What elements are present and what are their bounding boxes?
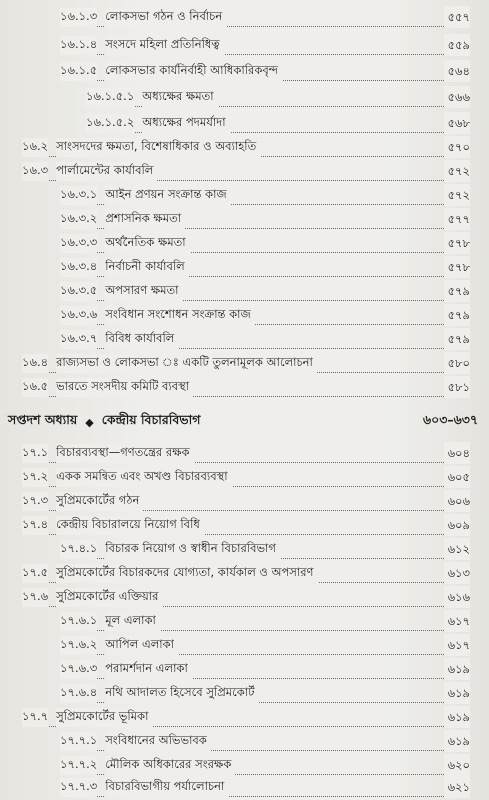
entry-title: বিচারক নিয়োগ ও স্বাধীন বিচারবিভাগ <box>105 540 280 559</box>
entry-title: সংবিধান সংশোধন সংক্রান্ত কাজ <box>105 306 255 325</box>
entry-title: পরামর্শদান এলাকা <box>105 660 192 679</box>
toc-entry <box>86 86 470 108</box>
entry-number: ১৭.১ <box>22 444 48 463</box>
entry-number: ১৬.১.৫.১ <box>86 88 134 107</box>
entry-title: ভারতে সংসদীয় কমিটি ব্যবস্থা <box>56 378 193 397</box>
entry-title: নথি আদালত হিসেবে সুপ্রিমকোর্ট <box>105 684 258 703</box>
toc-entry <box>22 136 470 158</box>
entry-page: ৬১৬ <box>444 586 470 608</box>
toc-entry <box>60 658 470 680</box>
entry-number: ১৭.৭ <box>22 708 48 727</box>
entry-title: সুপ্রিমকোর্টের এক্তিয়ার <box>56 588 162 607</box>
entry-number: ১৭.৬.৩ <box>60 660 97 679</box>
entry-title: বিচারব্যবস্থা—গণতন্ত্রের রক্ষক <box>56 444 194 463</box>
entry-title: সুপ্রিমকোর্টের ভূমিকা <box>56 708 152 727</box>
entry-page: ৫৮১ <box>444 376 470 398</box>
toc-entry <box>60 776 470 798</box>
entry-title: অধ্যক্ষের ক্ষমতা <box>142 88 217 107</box>
entry-title: সাংসদদের ক্ষমতা, বিশেষাধিকার ও অব্যাহতি <box>56 138 260 157</box>
toc-entry <box>60 538 470 560</box>
entry-title: অপসারণ ক্ষমতা <box>105 282 182 301</box>
entry-number: ১৬.৩.২ <box>60 210 97 229</box>
entry-number: ১৭.৬.২ <box>60 636 97 655</box>
entry-number: ১৬.৫ <box>22 378 48 397</box>
toc-entry <box>22 586 470 608</box>
toc-entry <box>60 754 470 776</box>
toc-entry <box>22 442 470 464</box>
entry-number: ১৬.২ <box>22 138 48 157</box>
toc-entry <box>60 232 470 254</box>
entry-number: ১৬.১.৫ <box>60 62 97 81</box>
toc-entry <box>22 376 470 398</box>
entry-page: ৬১৭ <box>444 610 470 632</box>
entry-title: নির্বাচনী কার্যাবলি <box>105 258 189 277</box>
entry-number: ১৭.৪ <box>22 516 48 535</box>
entry-page: ৫৫৭ <box>444 6 470 28</box>
entry-title: মূল এলাকা <box>105 612 160 631</box>
entry-title: মৌলিক অধিকারের সংরক্ষক <box>105 756 235 775</box>
entry-title: কেন্দ্রীয় বিচারালয়ে নিয়োগ বিধি <box>56 516 204 535</box>
entry-page: ৫৭৮ <box>444 232 470 254</box>
entry-page: ৫৭২ <box>444 184 470 206</box>
toc-entry <box>22 466 470 488</box>
entry-page: ৫৬৪ <box>444 60 470 82</box>
entry-page: ৫৭০ <box>444 136 470 158</box>
toc-entry <box>86 112 470 134</box>
entry-number: ১৭.৭.২ <box>60 756 97 775</box>
entry-page: ৫৬৬ <box>444 86 470 108</box>
toc-entry <box>60 6 470 28</box>
entry-number: ১৭.৪.১ <box>60 540 97 559</box>
entry-number: ১৭.৭.৩ <box>60 778 97 797</box>
chapter-title: কেন্দ্রীয় বিচারবিভাগ <box>101 412 201 427</box>
entry-number: ১৭.৩ <box>22 492 48 511</box>
toc-entry <box>22 490 470 512</box>
toc-entry <box>22 160 470 182</box>
entry-page: ৫৭২ <box>444 160 470 182</box>
entry-title: রাজ্যসভা ও লোকসভা ঃ একটি তুলনামূলক আলোচনা <box>56 354 317 373</box>
entry-number: ১৬.১.৩ <box>60 8 97 27</box>
toc-entry <box>60 304 470 326</box>
entry-title: প্রশাসনিক ক্ষমতা <box>105 210 185 229</box>
entry-title: বিবিধ কার্যাবলি <box>105 330 178 349</box>
entry-page: ৬১২ <box>444 538 470 560</box>
entry-title: সুপ্রিমকোর্টের বিচারকদের যোগ্যতা, কার্যকাল ও অপসারণ <box>56 564 317 583</box>
entry-page: ৬১৯ <box>444 682 470 704</box>
entry-page: ৫৭৭ <box>444 208 470 230</box>
entry-title: সংসদে মহিলা প্রতিনিধিত্ব <box>105 36 223 55</box>
toc-entry <box>22 514 470 536</box>
toc-entry <box>60 256 470 278</box>
entry-number: ১৬.৪ <box>22 354 48 373</box>
entry-number: ১৭.২ <box>22 468 48 487</box>
entry-number: ১৭.৬.৪ <box>60 684 97 703</box>
entry-page: ৬২০ <box>444 754 470 776</box>
entry-page: ৬১৩ <box>444 562 470 584</box>
entry-title: অর্থনৈতিক ক্ষমতা <box>105 234 189 253</box>
toc-entry <box>60 328 470 350</box>
entry-page: ৬১৯ <box>444 658 470 680</box>
diamond-icon: ◆ <box>85 415 94 429</box>
entry-page: ৬০৪ <box>444 442 470 464</box>
toc-entry <box>60 184 470 206</box>
toc-entry <box>60 280 470 302</box>
entry-page: ৬০৬ <box>444 490 470 512</box>
toc-entry <box>60 610 470 632</box>
entry-number: ১৬.৩.৫ <box>60 282 97 301</box>
entry-number: ১৬.৩ <box>22 162 48 181</box>
entry-title: আইন প্রণয়ন সংক্রান্ত কাজ <box>105 186 231 205</box>
toc-entry <box>60 60 470 82</box>
chapter-page-range: ৬০৩–৬৩৭ <box>422 412 478 427</box>
entry-title: আপিল এলাকা <box>105 636 178 655</box>
entry-page: ৫৮০ <box>444 352 470 374</box>
entry-title: পার্লামেন্টের কার্যাবলি <box>56 162 157 181</box>
toc-entry <box>60 730 470 752</box>
entry-page: ৫৭৮ <box>444 256 470 278</box>
entry-number: ১৭.৫ <box>22 564 48 583</box>
toc-entry <box>22 352 470 374</box>
entry-title: অধ্যক্ষের পদমর্যাদা <box>142 114 229 133</box>
entry-number: ১৬.৩.১ <box>60 186 97 205</box>
entry-page: ৬১৭ <box>444 634 470 656</box>
toc-entry <box>60 682 470 704</box>
entry-title: বিচারবিভাগীয় পর্যালোচনা <box>105 778 228 797</box>
toc-entry <box>60 208 470 230</box>
entry-page: ৬২১ <box>444 776 470 798</box>
entry-page: ৫৬৮ <box>444 112 470 134</box>
entry-number: ১৭.৬.১ <box>60 612 97 631</box>
entry-page: ৫৭৯ <box>444 304 470 326</box>
toc-entry <box>22 562 470 584</box>
entry-page: ৬১৯ <box>444 730 470 752</box>
entry-number: ১৬.৩.৩ <box>60 234 97 253</box>
entry-page: ৫৫৯ <box>444 34 470 56</box>
entry-page: ৫৭৯ <box>444 280 470 302</box>
entry-number: ১৬.৩.৭ <box>60 330 97 349</box>
entry-title: সুপ্রিমকোর্টের গঠন <box>56 492 143 511</box>
entry-number: ১৬.৩.৬ <box>60 306 97 325</box>
entry-title: লোকসভার কার্যনির্বাহী আধিকারিকবৃন্দ <box>105 62 282 81</box>
entry-page: ৬০৯ <box>444 514 470 536</box>
chapter-heading <box>8 410 478 434</box>
entry-page: ৫৭৯ <box>444 328 470 350</box>
entry-number: ১৬.৩.৪ <box>60 258 97 277</box>
entry-number: ১৭.৬ <box>22 588 48 607</box>
toc-entry <box>60 34 470 56</box>
chapter-label: সপ্তদশ অধ্যায় <box>8 412 78 427</box>
entry-number: ১৬.১.৪ <box>60 36 97 55</box>
entry-title: একক সমন্বিত এবং অখণ্ড বিচারব্যবস্থা <box>56 468 231 487</box>
entry-title: সংবিধানের অভিভাবক <box>105 732 211 751</box>
entry-page: ৬০৫ <box>444 466 470 488</box>
entry-page: ৬১৯ <box>444 706 470 728</box>
entry-number: ১৬.১.৫.২ <box>86 114 134 133</box>
toc-entry <box>60 634 470 656</box>
entry-number: ১৭.৭.১ <box>60 732 97 751</box>
toc-entry <box>22 706 470 728</box>
entry-title: লোকসভা গঠন ও নির্বাচন <box>105 8 226 27</box>
